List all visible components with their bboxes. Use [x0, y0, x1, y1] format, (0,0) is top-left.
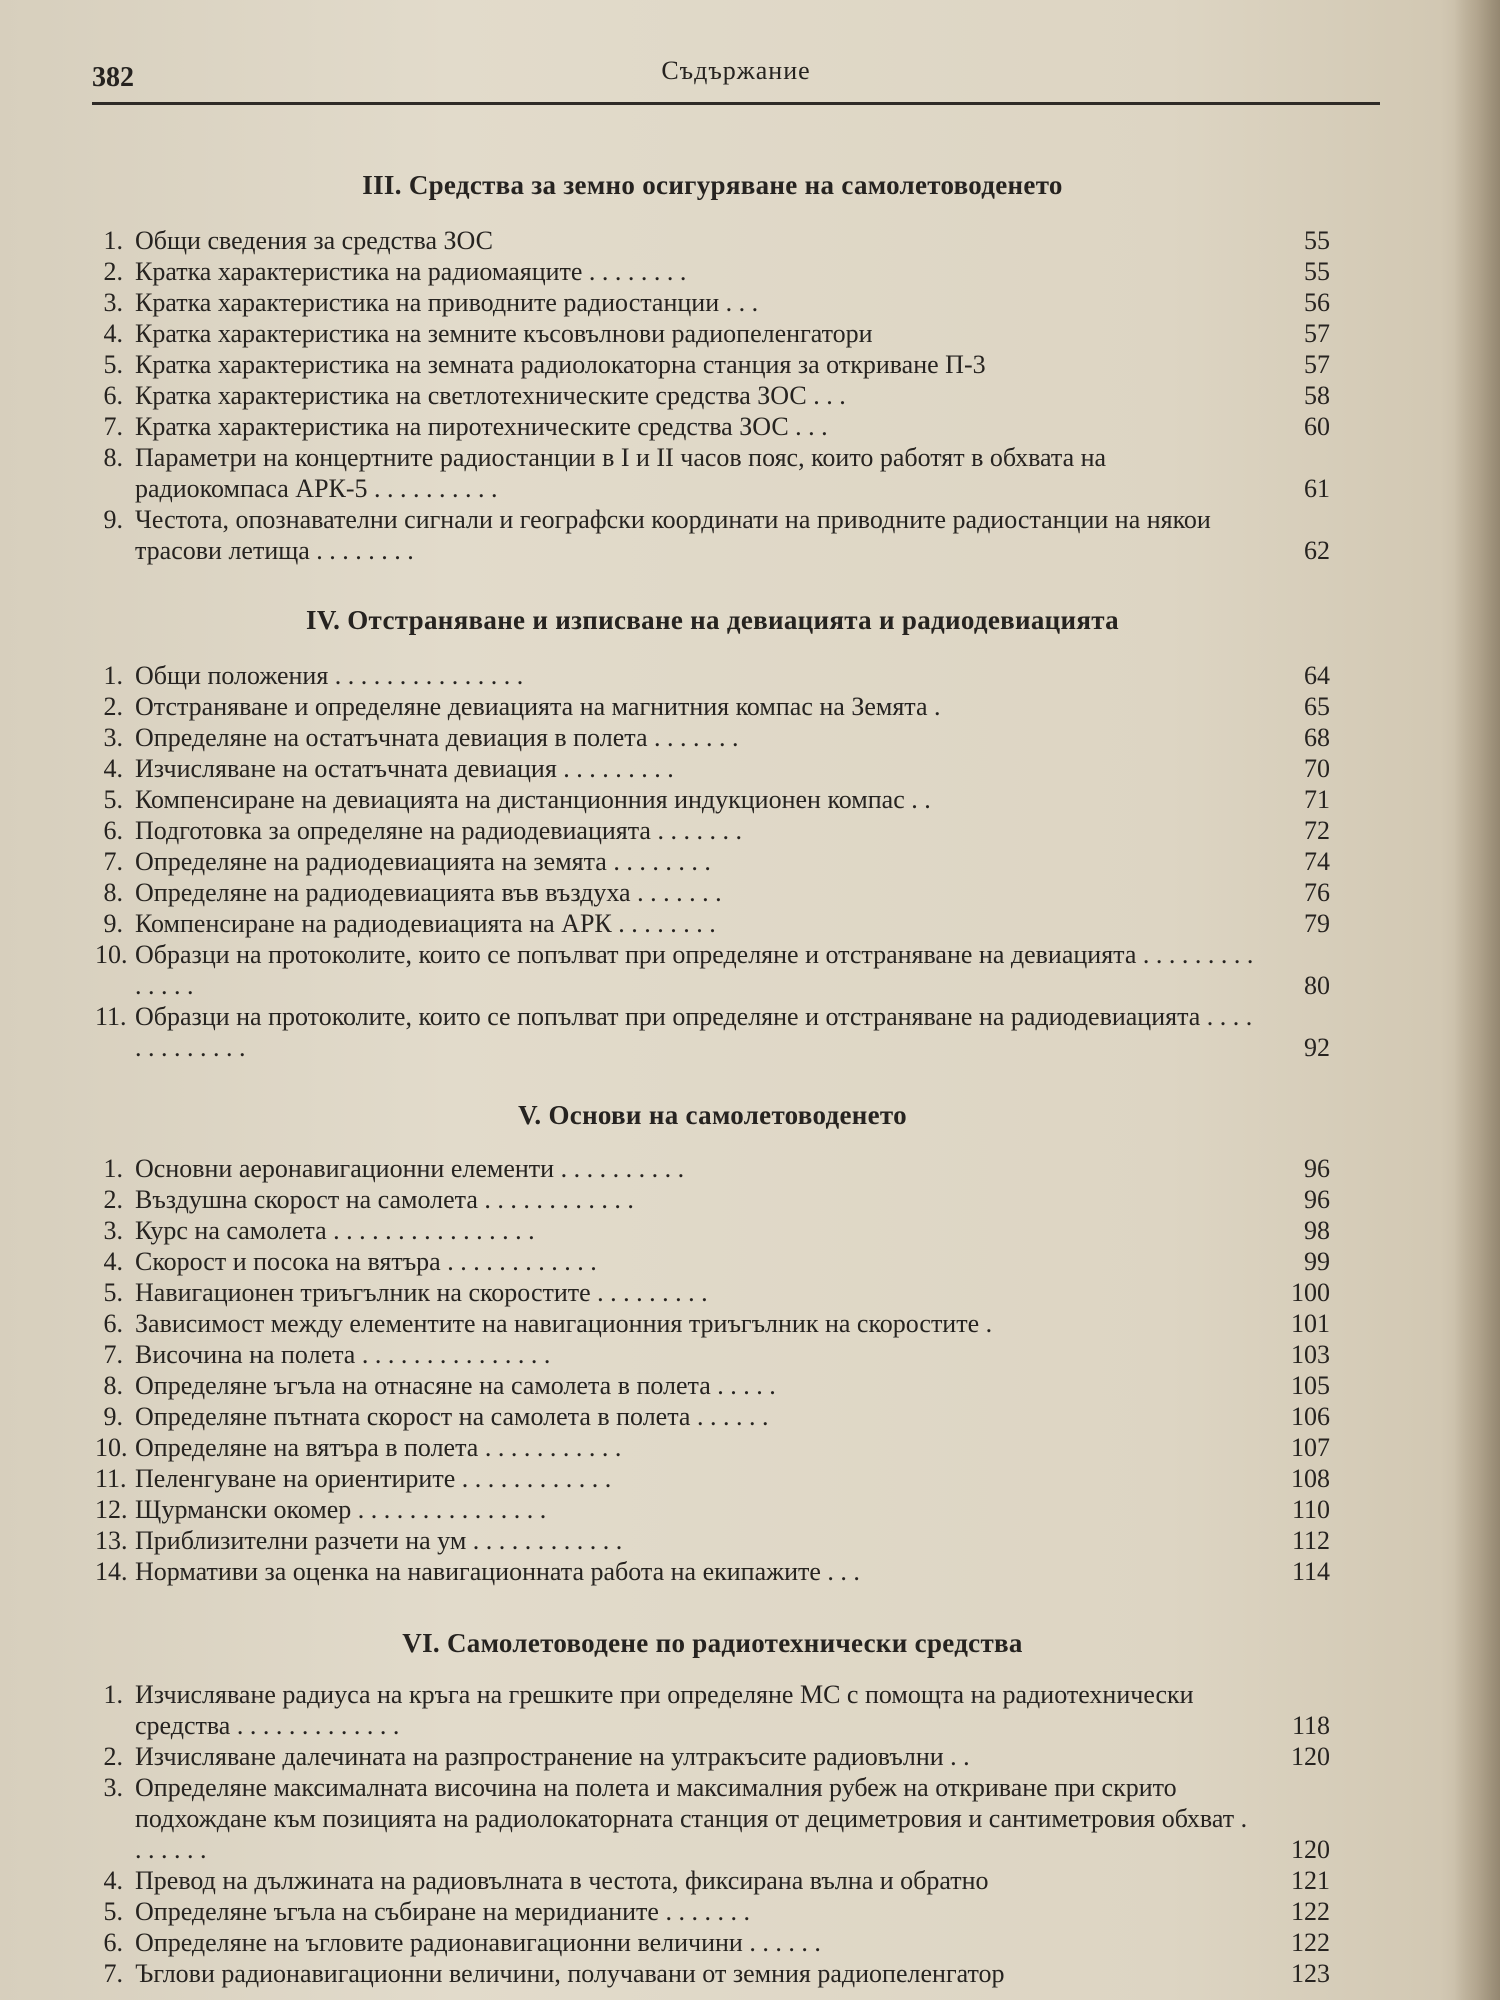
toc-entry: 14. Нормативи за оценка на навигационната работа на екипажите . . . 114	[95, 1557, 1330, 1586]
section-title: V. Основи на самолетоводенето	[518, 1100, 907, 1130]
toc-entry: 7. Определяне на радиодевиацията на земята . . . . . . . . 74	[103, 847, 1330, 876]
toc-entry: 6. Кратка характеристика на светлотехническите средства ЗОС . . . 58	[103, 381, 1330, 410]
section-iii	[95, 170, 1330, 566]
section-title: VI. Самолетоводене по радиотехнически средства	[402, 1628, 1023, 1658]
toc-entry: 5. Навигационен триъгълник на скоростите . . . . . . . . . 100	[103, 1278, 1330, 1307]
toc-list	[95, 1153, 1330, 1587]
toc-entry: 2. Изчисляване далечината на разпространение на ултракъсите радиовълни . . 120	[103, 1742, 1330, 1771]
toc-entry: 7. Ъглови радионавигационни величини, получавани от земния радиопеленгатор 123	[103, 1959, 1330, 1988]
toc-entry: 3. Курс на самолета . . . . . . . . . . . . . . . . 98	[103, 1216, 1330, 1245]
toc-entry: 9. Определяне пътната скорост на самолета в полета . . . . . . 106	[103, 1402, 1330, 1431]
toc-entry: 11. Пеленгуване на ориентирите . . . . . . . . . . . . 108	[95, 1464, 1330, 1493]
toc-entry: 4. Кратка характеристика на земните късовълнови радиопеленгатори 57	[103, 319, 1330, 348]
toc-entry: 6. Подготовка за определяне на радиодевиацията . . . . . . . 72	[103, 816, 1330, 845]
section-vi	[95, 1628, 1330, 1989]
page-header	[92, 48, 1380, 105]
toc-entry: 7. Кратка характеристика на пиротехническите средства ЗОС . . . 60	[103, 412, 1330, 441]
toc-entry: 1. Изчисляване радиуса на кръга на грешките при определяне МС с помощта на радиотехнически средства . . . . . . . . . . . . . 118	[103, 1680, 1330, 1740]
toc-entry: 5. Определяне ъгъла на събиране на меридианите . . . . . . . 122	[103, 1897, 1330, 1926]
toc-entry: 5. Компенсиране на девиацията на дистанционния индукционен компас . . 71	[103, 785, 1330, 814]
toc-entry: 1. Основни аеронавигационни елементи . . . . . . . . . . 96	[103, 1154, 1330, 1183]
toc-entry: 3. Определяне на остатъчната девиация в полета . . . . . . . 68	[103, 723, 1330, 752]
toc-entry: 10. Определяне на вятъра в полета . . . . . . . . . . . 107	[95, 1433, 1330, 1462]
toc-entry: 1. Общи сведения за средства ЗОС 55	[103, 226, 1330, 255]
toc-entry: 4. Скорост и посока на вятъра . . . . . . . . . . . . 99	[103, 1247, 1330, 1276]
section-iv	[95, 605, 1330, 1063]
toc-entry: 3. Определяне максималната височина на полета и максималния рубеж на откриване при скрито подхождане към позицията на радиолокаторната станция от дециметровия и сантиметровия обхват . . . . . . . 120	[103, 1773, 1330, 1864]
running-head: Съдържание	[661, 56, 811, 85]
toc-entry: 8. Определяне ъгъла на отнасяне на самолета в полета . . . . . 105	[103, 1371, 1330, 1400]
toc-entry: 8. Определяне на радиодевиацията във въздуха . . . . . . . 76	[103, 878, 1330, 907]
toc-entry: 13. Приблизителни разчети на ум . . . . . . . . . . . . 112	[95, 1526, 1330, 1555]
toc-entry: 4. Изчисляване на остатъчната девиация . . . . . . . . . 70	[103, 754, 1330, 783]
worn-page-edge	[1454, 0, 1500, 2000]
toc-entry: 2. Отстраняване и определяне девиацията на магнитния компас на Земята . 65	[103, 692, 1330, 721]
toc-entry: 11. Образци на протоколите, които се попълват при определяне и отстраняване на радиодевиацията . . . . . . . . . . . . . 92	[95, 1002, 1330, 1062]
toc-entry: 5. Кратка характеристика на земната радиолокаторна станция за откриване П-3 57	[103, 350, 1330, 379]
toc-entry: 8. Параметри на концертните радиостанции в I и II часов пояс, които работят в обхвата на радиокомпаса АРК-5 . . . . . . . . . . 61	[103, 443, 1330, 503]
section-title: III. Средства за земно осигуряване на самолетоводенето	[362, 170, 1063, 200]
toc-list	[95, 660, 1330, 1063]
toc-list	[95, 225, 1330, 566]
toc-entry: 2. Кратка характеристика на радиомаяците . . . . . . . . 55	[103, 257, 1330, 286]
toc-entry: 12. Щурмански окомер . . . . . . . . . . . . . . . 110	[95, 1495, 1330, 1524]
section-v	[95, 1100, 1330, 1587]
toc-entry: 10. Образци на протоколите, които се попълват при определяне и отстраняване на девиацията . . . . . . . . . . . . . . 80	[95, 940, 1330, 1000]
toc-entry: 7. Височина на полета . . . . . . . . . . . . . . . 103	[103, 1340, 1330, 1369]
toc-entry: 4. Превод на дължината на радиовълната в честота, фиксирана вълна и обратно 121	[103, 1866, 1330, 1895]
toc-entry: 6. Зависимост между елементите на навигационния триъгълник на скоростите . 101	[103, 1309, 1330, 1338]
toc-entry: 3. Кратка характеристика на приводните радиостанции . . . 56	[103, 288, 1330, 317]
toc-entry: 1. Общи положения . . . . . . . . . . . . . . . 64	[103, 661, 1330, 690]
toc-entry: 9. Честота, опознавателни сигнали и географски координати на приводните радиостанции на някои трасови летища . . . . . . . . 62	[103, 505, 1330, 565]
toc-entry: 9. Компенсиране на радиодевиацията на АРК . . . . . . . . 79	[103, 909, 1330, 938]
page-number: 382	[92, 62, 134, 93]
toc-entry: 2. Въздушна скорост на самолета . . . . . . . . . . . . 96	[103, 1185, 1330, 1214]
toc-entry: 6. Определяне на ъгловите радионавигационни величини . . . . . . 122	[103, 1928, 1330, 1957]
section-title: IV. Отстраняване и изписване на девиацията и радиодевиацията	[306, 605, 1119, 635]
toc-list	[95, 1679, 1330, 1989]
